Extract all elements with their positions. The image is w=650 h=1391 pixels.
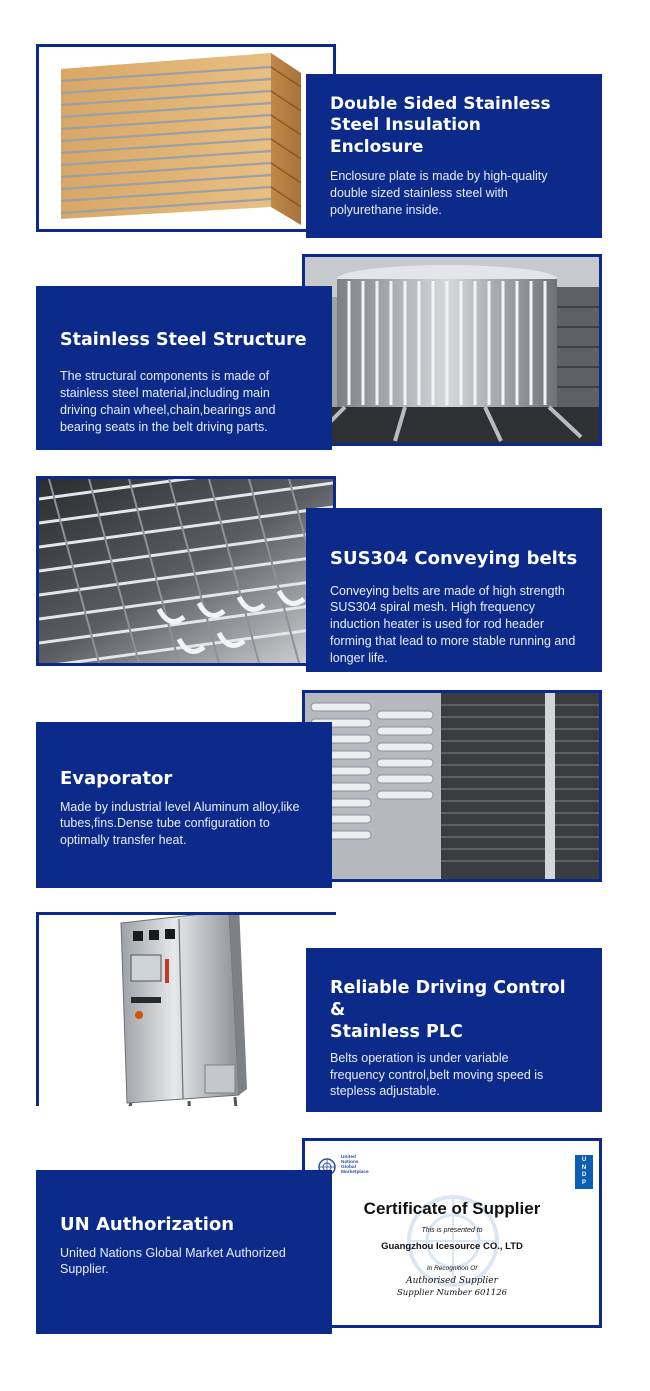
- un-org-name: [341, 1155, 369, 1175]
- section-title: [330, 94, 578, 158]
- evaporator-image-frame: [302, 690, 602, 882]
- control-cabinet-image: [39, 915, 336, 1106]
- section-title-line-2: Steel Insulation Enclosure: [330, 115, 481, 157]
- un-certificate-frame: [302, 1138, 602, 1328]
- section-title-line-1: Double Sided Stainless: [330, 94, 551, 114]
- certificate-title: Certificate of Supplier: [363, 1199, 541, 1218]
- insulation-enclosure-image-frame: [36, 44, 336, 232]
- steel-structure-panel: [36, 286, 332, 450]
- un-authorization-panel: [36, 1170, 332, 1334]
- section-title-line-2: Stainless PLC: [330, 1021, 463, 1042]
- section-title: UN Authorization: [60, 1214, 235, 1235]
- certificate-presented-text: This is presented to: [421, 1227, 483, 1234]
- un-org-line: Nations: [341, 1160, 359, 1166]
- plc-cabinet-image-frame: [36, 912, 336, 1106]
- section-body: Made by industrial level Aluminum alloy,like tubes,fins.Dense tube configuration to optimally transfer heat.: [60, 799, 300, 848]
- section-body: Belts operation is under variable frequency control,belt moving speed is stepless adjustable.: [330, 1050, 544, 1099]
- section-title: SUS304 Conveying belts: [330, 548, 578, 569]
- section-title: Evaporator: [60, 768, 173, 789]
- section-title: [330, 978, 578, 1044]
- plc-control-panel: [306, 948, 602, 1112]
- spiral-mesh-belt-image: [39, 479, 333, 663]
- insulation-enclosure-panel: [306, 74, 602, 238]
- un-org-line: United: [341, 1155, 356, 1160]
- section-title-line-1: Reliable Driving Control &: [330, 978, 566, 1020]
- conveying-belt-image-frame: [36, 476, 336, 666]
- insulated-panel-stack-image: [39, 47, 333, 229]
- evaporator-panel: [36, 722, 332, 888]
- undp-logo-letter: U: [581, 1157, 587, 1163]
- certificate-role: Authorised Supplier: [406, 1276, 498, 1286]
- steel-structure-image-frame: [302, 254, 602, 446]
- conveying-belt-panel: [306, 508, 602, 672]
- undp-logo: [575, 1155, 593, 1189]
- section-body: Enclosure plate is made by high-quality double sized stainless steel with polyurethane inside.: [330, 168, 548, 217]
- section-body: The structural components is made of stainless steel material,including main driving chain wheel,chain,bearings and bearing seats in the belt driving parts.: [60, 368, 276, 434]
- undp-logo-letter: D: [581, 1172, 587, 1178]
- un-org-line: Global: [341, 1165, 356, 1171]
- undp-logo-letter: P: [581, 1179, 586, 1186]
- un-org-line: Marketplace: [341, 1170, 369, 1176]
- certificate-supplier-number: Supplier Number 601126: [396, 1288, 508, 1298]
- section-title: Stainless Steel Structure: [60, 330, 307, 350]
- section-body: Conveying belts are made of high strength SUS304 spiral mesh. High frequency induction heater is used for rod header forming that lead to more stable running and longer life.: [330, 583, 576, 665]
- section-body: United Nations Global Market Authorized Supplier.: [60, 1245, 286, 1277]
- steel-drum-structure-image: [305, 257, 599, 443]
- certificate-company-name: Guangzhou Icesource CO., LTD: [381, 1241, 523, 1252]
- certificate-recognition-text: In Recognition Of: [426, 1265, 478, 1272]
- evaporator-coil-image: [305, 693, 599, 879]
- undp-logo-letter: N: [581, 1164, 587, 1171]
